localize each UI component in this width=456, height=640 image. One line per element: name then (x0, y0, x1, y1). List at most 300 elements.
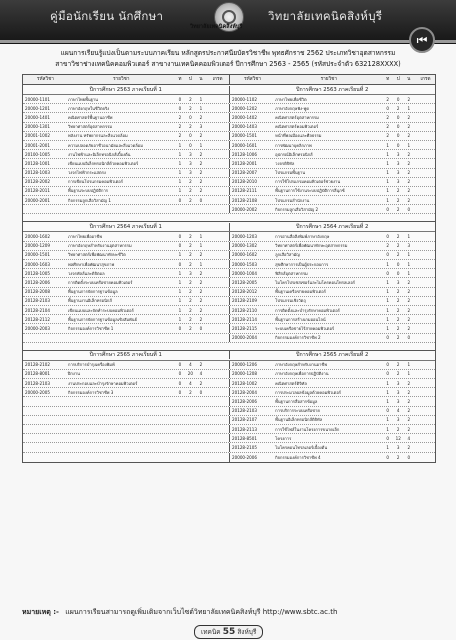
semester-title-row (23, 222, 435, 232)
practice-hours: 3 (396, 380, 400, 386)
credits: 2 (407, 298, 411, 304)
practice-hours: 3 (396, 160, 400, 166)
credits: 4 (407, 435, 411, 441)
theory-hours: 0 (178, 325, 182, 331)
header-banner (0, 0, 456, 44)
semester-title-left: ปีการศึกษา 2565 ภาคเรียนที่ 1 (23, 351, 230, 359)
credits: 2 (199, 362, 203, 368)
course-code: 20000-1602 (25, 234, 50, 240)
course-code: 20128-1002 (232, 380, 257, 386)
credits: 0 (407, 454, 411, 460)
theory-hours: 0 (178, 371, 182, 377)
course-code: 20000-1206 (232, 362, 257, 368)
course-name: ภาษาไทยเพื่ออาชีพ (67, 234, 102, 240)
table-row (23, 150, 435, 159)
plan-subtitle: สาขาวิชาช่างเทคนิคคอมพิวเตอร์ สาขางานเทคนิคคอมพิวเตอร์ ปีการศึกษา 2563 - 2565 (รหัสประจำตัว 632128XXXX) (55, 60, 401, 68)
course-name: ความปลอดภัยอาชีวอนามัยและสิ่งแวดล้อม (67, 142, 143, 148)
course-name: ระบบเครือข่ายไร้สายคอมพิวเตอร์ (275, 325, 335, 331)
credits: 2 (407, 170, 411, 176)
theory-hours: 0 (386, 335, 389, 341)
table-row (23, 104, 435, 113)
course-name: งานประกอบและบำรุงรักษาคอมพิวเตอร์ (67, 380, 138, 386)
course-code: 20000-1201 (25, 105, 50, 111)
course-name: งานไฟฟ้าและอิเล็กทรอนิกส์เบื้องต้น (67, 151, 131, 157)
practice-hours: 0 (396, 124, 400, 130)
course-name: การประมวลผลข้อมูลด้วยคอมพิวเตอร์ (275, 389, 341, 395)
table-row (23, 334, 435, 343)
header-p: ป (188, 77, 192, 82)
course-code: 20128-2112 (25, 316, 50, 322)
course-name: การใช้โปรแกรมคอมพิวเตอร์ช่วยงาน (275, 179, 341, 185)
course-code: 20128-2102 (25, 362, 50, 368)
theory-hours: 0 (178, 243, 182, 249)
course-name: พื้นฐานเครือข่ายคอมพิวเตอร์ (275, 289, 326, 295)
course-code: 20128-2114 (232, 316, 257, 322)
course-code: 20128-2110 (232, 307, 257, 313)
credits: 1 (407, 371, 411, 377)
course-name: โปรแกรมสำนักงาน (275, 197, 310, 203)
semester-title-row (23, 351, 435, 361)
course-code: 20001-1002 (25, 133, 50, 139)
college-title: วิทยาลัยเทคนิคสิงห์บุรี (268, 9, 383, 23)
course-name: กิจกรรมองค์การวิชาชีพ 3 (67, 389, 114, 395)
course-code: 20128-2012 (232, 289, 257, 295)
practice-hours: 2 (396, 307, 400, 313)
course-name: ภาษาไทยพื้นฐาน (67, 96, 98, 102)
course-name: การพัฒนาบุคลิกภาพ (275, 142, 312, 148)
theory-hours: 0 (386, 454, 389, 460)
theory-hours: 1 (178, 252, 182, 258)
theory-hours: 1 (386, 197, 389, 203)
course-name: โปรแกรมพื้นฐาน (275, 170, 306, 176)
table-row (23, 159, 435, 168)
theory-hours: 2 (386, 124, 389, 130)
course-name: กิจกรรมองค์การวิชาชีพ 1 (67, 325, 114, 331)
table-row (23, 132, 435, 141)
theory-hours: 1 (386, 289, 389, 295)
credits: 2 (199, 289, 203, 295)
theory-hours: 1 (386, 325, 389, 331)
theory-hours: 0 (386, 234, 389, 240)
credits: 2 (407, 426, 411, 432)
course-code: 20128-2111 (232, 188, 257, 194)
practice-hours: 2 (189, 243, 192, 249)
course-name: คณิตศาสตร์ดิจิทัล (275, 380, 307, 386)
practice-hours: 3 (189, 270, 192, 276)
semester-title-right: ปีการศึกษา 2563 ภาคเรียนที่ 2 (296, 86, 369, 93)
header-t: ท (386, 77, 390, 82)
footnote-text: แผนการเรียนสามารถดูเพิ่มเติมจากเว็บไซต์วิทยาลัยเทคนิคสิงห์บุรี http://www.sbtc.ac.th (65, 608, 338, 616)
practice-hours: 2 (189, 188, 192, 194)
credits: 1 (407, 105, 411, 111)
theory-hours: 1 (386, 389, 389, 395)
credits: 0 (407, 335, 411, 341)
credits: 2 (199, 316, 203, 322)
course-name: ภาษาอังกฤษฟัง-พูด (275, 105, 310, 111)
theory-hours: 1 (386, 170, 389, 176)
course-name: การอ่านสื่อสิ่งพิมพ์ภาษาอังกฤษ (275, 234, 330, 240)
handbook-title: คู่มือนักเรียน นักศึกษา (50, 9, 164, 23)
practice-hours: 2 (189, 252, 192, 258)
practice-hours: 0 (396, 114, 400, 120)
table-row (23, 324, 435, 333)
practice-hours: 3 (396, 417, 400, 423)
header-grade: เกรด (420, 77, 431, 82)
table-row (23, 141, 435, 150)
course-name: สุขศึกษาการเป็นผู้ประกอบการ (275, 261, 329, 267)
credits: 1 (407, 142, 411, 148)
practice-hours: 2 (189, 289, 192, 295)
theory-hours: 1 (386, 307, 389, 313)
semester-title-right: ปีการศึกษา 2564 ภาคเรียนที่ 2 (296, 223, 369, 230)
theory-hours: 1 (178, 188, 182, 194)
course-name: พื้นฐานการจัดการฐานข้อมูล (67, 289, 118, 295)
college-name-caption: วิทยาลัยเทคนิคสิงห์บุรี (190, 24, 243, 30)
theory-hours: 1 (178, 270, 182, 276)
practice-hours: 0 (396, 270, 400, 276)
table-row (23, 361, 435, 370)
credits: 1 (407, 234, 411, 240)
table-row (23, 269, 435, 278)
practice-hours: 2 (189, 234, 192, 240)
course-code: 20128-2004 (232, 389, 257, 395)
rewind-icon: ⏮ (416, 32, 428, 47)
practice-hours: 4 (189, 362, 192, 368)
course-name: พลังงาน ทรัพยากรและสิ่งแวดล้อม (67, 133, 128, 139)
practice-hours: 2 (396, 362, 400, 368)
course-name: กิจกรรมองค์การวิชาชีพ 4 (275, 454, 321, 460)
footnote (22, 607, 337, 618)
theory-hours: 0 (178, 362, 182, 368)
practice-hours: 2 (396, 325, 400, 331)
course-code: 20128-2107 (232, 417, 257, 423)
course-code: 20128-2115 (232, 325, 257, 331)
practice-hours: 2 (396, 188, 400, 194)
course-name: พื้นฐานระบบปฏิบัติการ (67, 188, 108, 194)
table-row (23, 416, 435, 425)
practice-hours: 3 (396, 389, 400, 395)
course-name: กิจกรรมลูกเสือวิสามัญ 2 (275, 206, 319, 212)
course-code: 20128-2103 (25, 380, 50, 386)
course-name: คณิตศาสตร์อุตสาหกรรม (275, 114, 319, 120)
table-row (23, 260, 435, 269)
practice-hours: 2 (396, 316, 400, 322)
credits: 1 (407, 362, 411, 368)
semester-title-left: ปีการศึกษา 2563 ภาคเรียนที่ 1 (23, 86, 230, 94)
credits: 2 (407, 399, 411, 405)
course-name: ลูกเสือวิสามัญ (275, 252, 300, 258)
header-n: น (407, 77, 411, 82)
course-name: วิทยาศาสตร์เพื่อพัฒนาทักษะอุตสาหกรรม (275, 243, 348, 249)
course-code: 20000-1202 (232, 105, 257, 111)
theory-hours: 1 (178, 179, 182, 185)
practice-hours: 2 (396, 335, 400, 341)
practice-hours: 0 (396, 261, 400, 267)
table-header (23, 75, 435, 85)
practice-hours: 2 (189, 298, 192, 304)
practice-hours: 2 (396, 426, 400, 432)
credits: 2 (199, 188, 203, 194)
practice-hours: 2 (396, 252, 400, 258)
credits: 2 (199, 114, 203, 120)
practice-hours: 2 (189, 279, 192, 285)
practice-hours: 2 (396, 371, 400, 377)
course-name: วงจรพัลส์และดิจิตอล (67, 270, 105, 276)
theory-hours: 1 (178, 160, 182, 166)
credits: 1 (199, 96, 203, 102)
credits: 2 (407, 325, 411, 331)
course-code: 20000-1301 (25, 124, 50, 130)
course-code: 20000-1302 (232, 243, 257, 249)
theory-hours: 0 (386, 435, 389, 441)
credits: 2 (407, 316, 411, 322)
theory-hours: 0 (386, 371, 389, 377)
course-code: 20000-1501 (25, 252, 50, 258)
course-name: ภาษาไทยเพื่อชีวิต (275, 96, 307, 102)
course-code: 20000-1503 (232, 261, 257, 267)
course-name: พลศึกษาเพื่อพัฒนาสุขภาพ (67, 261, 115, 267)
table-row (23, 205, 435, 214)
credits: 0 (199, 197, 203, 203)
practice-hours: 12 (395, 435, 401, 441)
theory-hours: 1 (386, 298, 389, 304)
theory-hours: 1 (386, 142, 389, 148)
header-name: รายวิชา (113, 77, 130, 82)
practice-hours: 2 (189, 124, 192, 130)
credits: 2 (199, 179, 203, 185)
practice-hours: 4 (396, 408, 400, 414)
course-code: 20000-2004 (232, 335, 257, 341)
credits: 2 (199, 270, 203, 276)
credits: 1 (199, 243, 203, 249)
practice-hours: 3 (189, 170, 192, 176)
credits: 2 (407, 197, 411, 203)
table-row (23, 453, 435, 462)
credits: 2 (407, 133, 411, 139)
page-suffix: สิงห์บุรี (237, 628, 257, 636)
credits: 0 (199, 325, 203, 331)
theory-hours: 1 (386, 179, 389, 185)
credits: 2 (407, 96, 411, 102)
table-row (23, 178, 435, 187)
theory-hours: 1 (178, 298, 182, 304)
practice-hours: 20 (187, 371, 194, 377)
practice-hours: 2 (396, 454, 400, 460)
course-name: เขียนแบบและจัดทำระบบคอมพิวเตอร์ (67, 307, 134, 313)
theory-hours: 1 (386, 380, 389, 386)
course-code: 20000-1403 (232, 124, 257, 130)
credits: 3 (199, 124, 203, 130)
course-code: 20128-2002 (25, 179, 50, 185)
practice-hours: 4 (189, 380, 192, 386)
course-name: ภาษาอังกฤษสำหรับงานอาชีพ (275, 362, 327, 368)
course-name: ไมโครคอนโทรลเลอร์เบื้องต้น (275, 444, 328, 450)
credits: 2 (199, 151, 203, 157)
course-name: ฝึกงาน (67, 371, 80, 377)
table-row (23, 379, 435, 388)
course-name: ภาษาอังกฤษเพื่อการปฏิบัติงาน (275, 371, 329, 377)
table-row (23, 95, 435, 104)
course-name: พื้นฐานการสร้างเกมออนไลน์ (275, 316, 326, 322)
practice-hours: 2 (396, 105, 400, 111)
course-code: 20000-1602 (232, 252, 257, 258)
practice-hours: 3 (396, 444, 400, 450)
course-name: วิทยาศาสตร์เพื่อพัฒนาทักษะชีวิต (67, 252, 126, 258)
theory-hours: 1 (386, 188, 389, 194)
practice-hours: 2 (189, 197, 192, 203)
theory-hours: 1 (178, 307, 182, 313)
course-code: 20128-2103 (232, 408, 257, 414)
credits: 2 (407, 444, 411, 450)
page-number: 55 (222, 627, 236, 637)
practice-hours: 3 (189, 151, 192, 157)
table-row (23, 196, 435, 205)
practice-hours: 2 (396, 289, 400, 295)
plan-title: แผนการเรียนรู้แบ่งเป็นตามระบบภาคเรียน หลักสูตรประกาศนียบัตรวิชาชีพ พุทธศักราช 2562 ประเภทวิชาอุตสาหกรรม (60, 49, 396, 57)
course-name: วงจรดิจิทัล (275, 160, 295, 166)
theory-hours: 1 (178, 289, 182, 295)
table-row (23, 388, 435, 397)
practice-hours: 2 (189, 307, 192, 313)
course-code: 20128-2006 (25, 279, 50, 285)
theory-hours: 2 (178, 133, 182, 139)
practice-hours: 3 (396, 399, 400, 405)
course-code: 20128-2108 (232, 197, 257, 203)
theory-hours: 0 (178, 380, 182, 386)
theory-hours: 1 (386, 279, 389, 285)
header-name: รายวิชา (320, 77, 337, 82)
theory-hours: 1 (178, 142, 182, 148)
theory-hours: 0 (178, 389, 182, 395)
course-code: 20128-1001 (25, 160, 50, 166)
table-row (23, 288, 435, 297)
table-row (23, 278, 435, 287)
course-name: การบริการระบบเครือข่าย (275, 408, 320, 414)
practice-hours: 0 (189, 142, 192, 148)
practice-hours: 0 (396, 133, 400, 139)
course-code: 20000-1101 (25, 96, 50, 102)
course-code: 20128-1003 (25, 170, 50, 176)
practice-hours: 2 (396, 197, 400, 203)
credits: 3 (407, 243, 411, 249)
theory-hours: 0 (178, 96, 182, 102)
page-number-badge (194, 625, 263, 639)
theory-hours: 2 (178, 124, 182, 130)
course-name: คณิตศาสตร์พื้นฐานอาชีพ (67, 114, 113, 120)
credits: 2 (199, 160, 203, 166)
credits: 2 (199, 170, 203, 176)
course-name: วงจรไฟฟ้ากระแสตรง (67, 170, 106, 176)
course-name: เขียนแบบอิเล็กทรอนิกส์ด้วยคอมพิวเตอร์ (67, 160, 139, 166)
credits: 2 (199, 380, 203, 386)
course-name: พื้นฐานงานอิเล็กทรอนิกส์ (67, 298, 112, 304)
course-name: โครงการ (275, 435, 292, 441)
practice-hours: 2 (396, 234, 400, 240)
course-name: พื้นฐานการใช้งานระบบปฏิบัติการลีนุกซ์ (275, 188, 345, 194)
header-code: รหัสวิชา (244, 77, 262, 82)
credits: 2 (407, 179, 411, 185)
credits: 2 (407, 279, 411, 285)
course-code: 20000-1208 (232, 371, 257, 377)
course-code: 20128-2006 (232, 399, 257, 405)
practice-hours: 2 (189, 105, 192, 111)
theory-hours: 1 (386, 426, 389, 432)
credits: 2 (407, 389, 411, 395)
course-code: 20000-2003 (25, 325, 50, 331)
header-code: รหัสวิชา (37, 77, 54, 82)
practice-hours: 3 (189, 160, 192, 166)
credits: 0 (407, 206, 411, 212)
theory-hours: 1 (386, 417, 389, 423)
credits: 1 (199, 105, 203, 111)
table-row (23, 425, 435, 434)
theory-hours: 0 (386, 252, 389, 258)
practice-hours: 2 (189, 261, 192, 267)
practice-hours: 2 (396, 298, 400, 304)
course-code: 20001-2001 (25, 142, 50, 148)
page-prefix: เทคนิค (201, 628, 221, 636)
credits: 1 (199, 142, 203, 148)
course-code: 20128-2005 (232, 279, 257, 285)
theory-hours: 1 (386, 261, 389, 267)
course-code: 20000-1402 (232, 114, 257, 120)
table-row (23, 232, 435, 241)
theory-hours: 1 (178, 170, 182, 176)
theory-hours: 1 (178, 279, 182, 285)
credits: 2 (407, 417, 411, 423)
header-t: ท (178, 77, 182, 82)
table-row (23, 434, 435, 443)
practice-hours: 0 (396, 142, 400, 148)
practice-hours: 2 (189, 389, 192, 395)
semester-title-row (23, 85, 435, 95)
course-name: การใช้ไฟล์ในงานโครงการขนาดเล็ก (275, 426, 340, 432)
course-code: 20000-1102 (232, 96, 257, 102)
credits: 1 (407, 270, 411, 276)
table-row (23, 123, 435, 132)
header-n: น (199, 77, 203, 82)
theory-hours: 1 (178, 151, 182, 157)
course-code: 20000-1203 (232, 234, 257, 240)
course-name: อุปกรณ์อิเล็กทรอนิกส์ (275, 151, 313, 157)
section-gap (23, 343, 435, 351)
course-code: 20000-2001 (25, 197, 50, 203)
credits: 1 (407, 261, 411, 267)
practice-hours: 2 (189, 179, 192, 185)
theory-hours: 2 (386, 243, 389, 249)
credits: 2 (407, 124, 411, 130)
course-code: 20100-1005 (25, 151, 50, 157)
course-code: 20128-2007 (232, 170, 257, 176)
course-code: 20128-2113 (232, 426, 257, 432)
credits: 2 (199, 133, 203, 139)
course-code: 20128-8001 (25, 371, 50, 377)
credits: 1 (199, 234, 203, 240)
study-plan-table (22, 74, 436, 463)
banner-divider (0, 40, 456, 43)
practice-hours: 0 (189, 114, 192, 120)
theory-hours: 1 (386, 151, 389, 157)
table-row (23, 187, 435, 196)
table-row (23, 242, 435, 251)
course-code: 20000-2002 (232, 206, 257, 212)
course-code: 20128-1005 (25, 270, 50, 276)
course-code: 20128-2105 (232, 444, 257, 450)
course-code: 20128-2103 (25, 298, 50, 304)
course-name: ไมโครโปรเซสเซอร์และไมโครคอนโทรลเลอร์ (275, 279, 355, 285)
theory-hours: 2 (386, 114, 389, 120)
course-code: 20000-1603 (25, 261, 50, 267)
